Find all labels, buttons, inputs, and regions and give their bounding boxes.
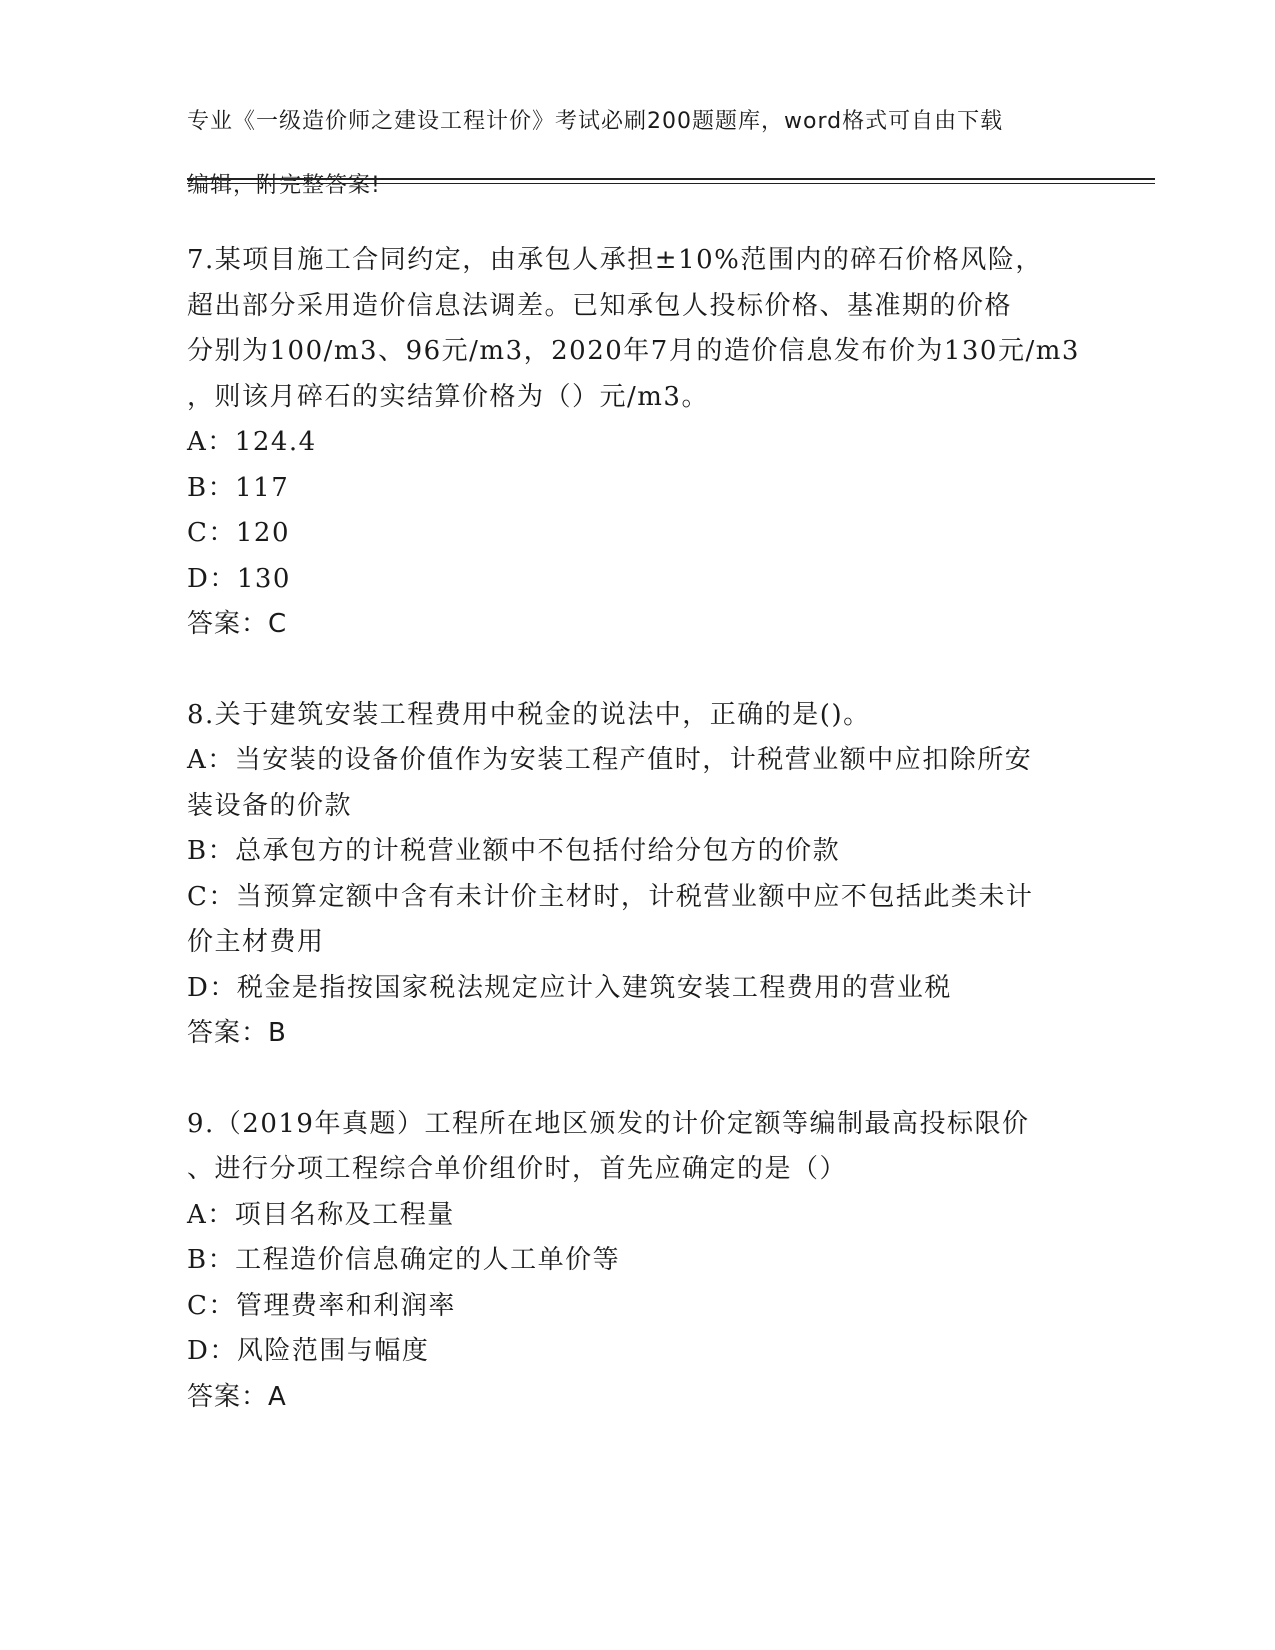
answer-option-line: B：117 bbox=[187, 472, 290, 503]
header-divider-thick bbox=[187, 178, 1155, 180]
question-stem-line: 7.某项目施工合同约定，由承包人承担±10%范围内的碎石价格风险， bbox=[187, 245, 1043, 275]
answer-option-line: A：124.4 bbox=[187, 427, 317, 457]
question-block bbox=[187, 1102, 1087, 1421]
header-divider-thin bbox=[187, 183, 1155, 184]
answer-key: 答案：C bbox=[187, 609, 288, 639]
answer-option-line: B：工程造价信息确定的人工单价等 bbox=[187, 1245, 621, 1275]
answer-option-line: C：120 bbox=[187, 518, 291, 548]
answer-key: 答案：B bbox=[187, 1018, 287, 1048]
answer-option-line: D：130 bbox=[187, 563, 291, 594]
question-stem-line: 8.关于建筑安装工程费用中税金的说法中，正确的是()。 bbox=[187, 699, 871, 730]
question-block bbox=[187, 238, 1087, 648]
question-stem-line: ，则该月碎石的实结算价格为（）元/m3。 bbox=[187, 381, 709, 412]
header-line-2: 编辑，附完整答案! bbox=[187, 173, 381, 198]
answer-option-line: A：当安装的设备价值作为安装工程产值时，计税营业额中应扣除所安 bbox=[187, 745, 1033, 775]
answer-option-line: D：风险范围与幅度 bbox=[187, 1336, 430, 1366]
question-stem-line: 超出部分采用造价信息法调差。已知承包人投标价格、基准期的价格 bbox=[187, 290, 1013, 321]
question-stem-line: 9.（2019年真题）工程所在地区颁发的计价定额等编制最高投标限价 bbox=[187, 1108, 1030, 1139]
document-header bbox=[187, 74, 1087, 234]
question-stem-line: 、进行分项工程综合单价组价时，首先应确定的是（） bbox=[187, 1154, 848, 1184]
answer-option-line: A：项目名称及工程量 bbox=[187, 1199, 455, 1230]
answer-key: 答案：A bbox=[187, 1381, 287, 1412]
answer-option-line: C：当预算定额中含有未计价主材时，计税营业额中应不包括此类未计 bbox=[187, 881, 1034, 912]
answer-option-line: 装设备的价款 bbox=[187, 790, 353, 821]
answer-option-line: B：总承包方的计税营业额中不包括付给分包方的价款 bbox=[187, 836, 841, 866]
question-stem-line: 分别为100/m3、96元/m3，2020年7月的造价信息发布价为130元/m3 bbox=[187, 336, 1080, 366]
question-block bbox=[187, 693, 1087, 1057]
question-list bbox=[187, 238, 1087, 1465]
answer-option-line: C：管理费率和利润率 bbox=[187, 1290, 456, 1321]
answer-option-line: D：税金是指按国家税法规定应计入建筑安装工程费用的营业税 bbox=[187, 972, 952, 1003]
header-line-1: 专业《一级造价师之建设工程计价》考试必刷200题题库，word格式可自由下载 bbox=[187, 109, 1004, 134]
answer-option-line: 价主材费用 bbox=[187, 927, 325, 957]
